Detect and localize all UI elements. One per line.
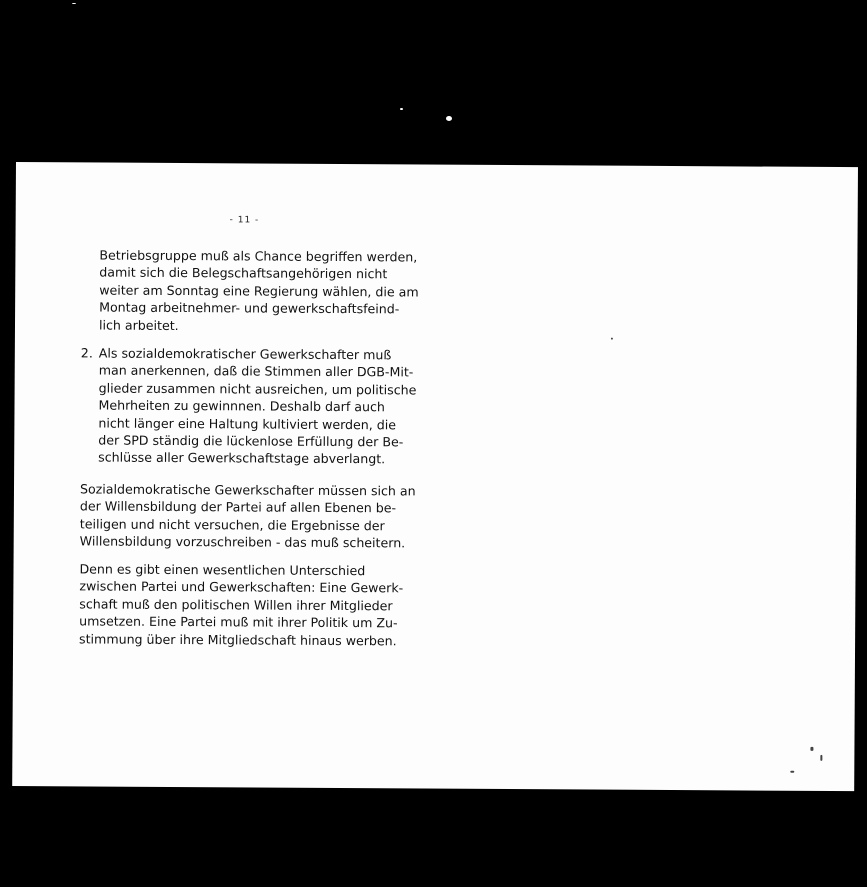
document-page [12, 162, 858, 791]
paragraph-3: Sozialdemokratische Gewerkschafter müssen sich an der Willensbildung der Partei auf allen Ebenen be- teiligen und nicht versuchen, die Ergebnisse der Willensbildung vorzuschreiben - das muß scheitern. [79, 481, 416, 551]
scan-speck [400, 108, 403, 110]
scan-mark [820, 755, 822, 761]
list-item-number: 2. [80, 345, 93, 361]
scan-mark [790, 771, 794, 773]
scan-speck [72, 3, 76, 4]
scan-mark [611, 338, 613, 340]
scan-speck [446, 116, 452, 121]
scan-mark [810, 747, 813, 751]
page-number: - 11 - [229, 215, 260, 226]
paragraph-4: Denn es gibt einen wesentlichen Unterschied zwischen Partei und Gewerkschaften: Eine Gewerk- schaft muß den politischen Willen ihrer Mitglieder umsetzen. Eine Partei muß mit ihrer Politik um Zu- stimmung über ihre Mitgliedschaft hinaus werben. [79, 561, 404, 648]
paragraph-1: Betriebsgruppe muß als Chance begriffen werden, damit sich die Belegschaftsangehörigen nicht weiter am Sonntag eine Regierung wählen, die am Montag arbeitnehmer- und gewerkschaftsfeind- lich arbeitet. [98, 247, 419, 333]
list-item-2-text: Als sozialdemokratischer Gewerkschafter muß man anerkennen, daß die Stimmen aller DGB-Mit- glieder zusammen nicht ausreichen, um politische Mehrheiten zu gewinnnen. Deshalb darf auch nicht länger eine Haltung kultiviert werden, die der SPD ständig die lückenlose Erfüllung der Be- schlüsse aller Gewerkschaftstage abverlangt. [98, 345, 417, 467]
